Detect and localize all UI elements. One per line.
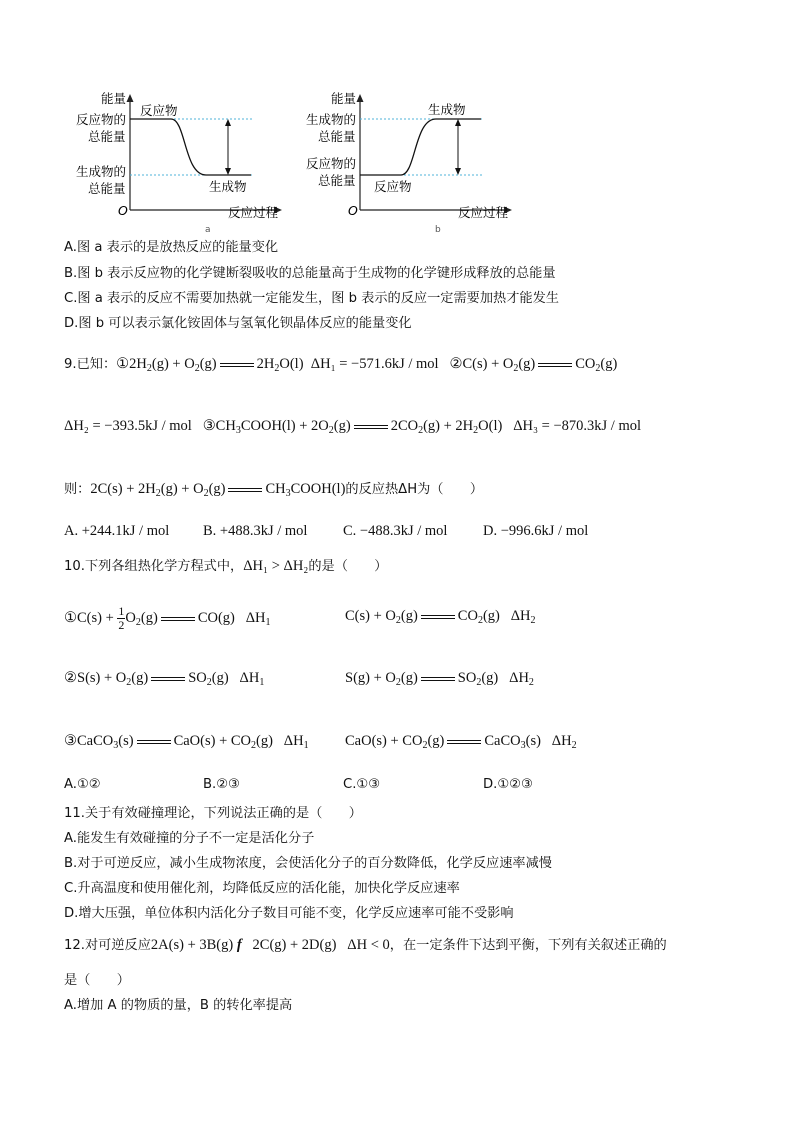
origin-label: O bbox=[118, 203, 128, 218]
high-curve-label: 反应物 bbox=[140, 103, 178, 118]
q9-dh2: ΔH₂ = −393.5kJ / mol bbox=[64, 418, 192, 434]
energy-diagram-b bbox=[298, 86, 528, 232]
q10-stem-suffix: 的是（ ） bbox=[308, 559, 388, 574]
energy-curve bbox=[360, 119, 481, 175]
q10-option-c: C.①③ bbox=[343, 777, 381, 792]
low-curve-label: 反应物 bbox=[374, 179, 412, 194]
q10-pair1-left: ①C(s) + $\frac{1}{2}$ $O_2(g)$ CO(g) $\Delta H_1$ bbox=[64, 604, 271, 632]
lower-label-line1: 生成物的 bbox=[76, 164, 127, 179]
q8-option-b: B.图 b 表示反应物的化学键断裂吸收的总能量高于生成物的化学键形成释放的总能量 bbox=[64, 266, 556, 281]
q9-target-eq: $2C(s) + 2H_2(g) + O_2(g)$ $CH_3COOH(l)$ bbox=[90, 481, 346, 499]
q9-ask-suffix: 的反应热ΔH为（ ） bbox=[345, 482, 484, 497]
q8-option-a: A.图 a 表示的是放热反应的能量变化 bbox=[64, 240, 279, 255]
upper-label-line2: 总能量 bbox=[88, 129, 126, 144]
q10-pair3-left: ③CaCO$_3$(s) $CaO(s) + CO_2(g)$ $\Delta H_1$ bbox=[64, 733, 309, 751]
q9-option-a: A. +244.1kJ / mol bbox=[64, 523, 170, 539]
q9-option-c: C. −488.3kJ / mol bbox=[343, 523, 448, 539]
q11-option-c: C.升高温度和使用催化剂，均降低反应的活化能，加快化学反应速率 bbox=[64, 881, 460, 896]
q11-option-b: B.对于可逆反应，减小生成物浓度，会使活化分子的百分数降低，化学反应速率减慢 bbox=[64, 856, 552, 871]
energy-curve bbox=[130, 119, 251, 175]
y-axis-label: 能量 bbox=[101, 91, 127, 106]
q11-stem: 11.关于有效碰撞理论，下列说法正确的是（ ） bbox=[64, 806, 362, 821]
q10-condition: ΔH₁ > ΔH₂ bbox=[243, 558, 309, 574]
x-axis-label: 反应过程 bbox=[458, 205, 509, 220]
q9-eq3: $③CH_3COOH(l) + 2O_2(g) 2CO_2(g) + 2H_2O(l)$ bbox=[191, 418, 514, 436]
q12-stem bbox=[64, 934, 667, 954]
lower-label-line2: 总能量 bbox=[88, 181, 126, 196]
q9-eq2: ②C(s) + $O_2(g)$ $CO_2(g)$ bbox=[438, 356, 618, 374]
upper-label-line1: 反应物的 bbox=[76, 112, 127, 127]
q10-stem-prefix: 10.下列各组热化学方程式中， bbox=[64, 559, 244, 574]
q10-pair2-right: $S(g) + O_2(g)$ $SO_2(g)$ $\Delta H_2$ bbox=[345, 670, 534, 688]
q9-line2 bbox=[64, 415, 641, 435]
q12-stem-line2: 是（ ） bbox=[64, 973, 130, 988]
q10-pair3-right: $CaO(s) + CO_2(g)$ CaCO$_3$(s) $\Delta H_2$ bbox=[345, 733, 577, 751]
q10-option-a: A.①② bbox=[64, 777, 101, 792]
q10-pair1-right: $C(s) + O_2(g)$ $CO_2(g)$ $\Delta H_2$ bbox=[345, 608, 536, 626]
q9-ask-prefix: 则： bbox=[64, 482, 91, 497]
diagram-caption: b bbox=[435, 225, 441, 232]
q9-line1 bbox=[64, 353, 617, 373]
lower-label-line1: 反应物的 bbox=[306, 156, 357, 171]
q8-option-d: D.图 b 可以表示氯化铵固体与氢氧化钡晶体反应的能量变化 bbox=[64, 316, 412, 331]
y-axis-arrow-icon bbox=[127, 94, 134, 102]
diagram-caption: a bbox=[205, 225, 211, 232]
arrow-up-icon bbox=[455, 119, 461, 126]
q12-reaction: 2A(s) + 3B(g) f 2C(g) + 2D(g) ΔH < 0 bbox=[150, 937, 390, 953]
low-curve-label: 生成物 bbox=[209, 179, 247, 194]
q9-eq1: $①2H_2(g) + O_2(g)$ $2H_2O(l)$ bbox=[116, 356, 311, 374]
energy-diagram-a bbox=[68, 86, 298, 232]
q10-pair2-left: ②S(s) + $O_2(g)$ $SO_2(g)$ $\Delta H_1$ bbox=[64, 670, 265, 688]
arrow-up-icon bbox=[225, 119, 231, 126]
q9-prefix: 9.已知： bbox=[64, 357, 117, 372]
arrow-down-icon bbox=[225, 168, 231, 175]
origin-label: O bbox=[348, 203, 358, 218]
y-axis-label: 能量 bbox=[331, 91, 357, 106]
q9-option-d: D. −996.6kJ / mol bbox=[483, 523, 589, 539]
lower-label-line2: 总能量 bbox=[318, 173, 356, 188]
q9-option-b: B. +488.3kJ / mol bbox=[203, 523, 308, 539]
q8-option-c: C.图 a 表示的反应不需要加热就一定能发生，图 b 表示的反应一定需要加热才能发生 bbox=[64, 291, 559, 306]
q12-suffix: ，在一定条件下达到平衡，下列有关叙述正确的 bbox=[389, 938, 667, 953]
upper-label-line1: 生成物的 bbox=[306, 112, 357, 127]
x-axis-label: 反应过程 bbox=[228, 205, 279, 220]
q10-option-b: B.②③ bbox=[203, 777, 240, 792]
high-curve-label: 生成物 bbox=[428, 102, 466, 117]
q10-stem bbox=[64, 555, 388, 575]
q9-dh3: ΔH₃ = −870.3kJ / mol bbox=[513, 418, 642, 434]
y-axis-arrow-icon bbox=[357, 94, 364, 102]
q11-option-d: D.增大压强，单位体积内活化分子数目可能不变，化学反应速率可能不受影响 bbox=[64, 906, 514, 921]
q9-dh1: ΔH₁ = −571.6kJ / mol bbox=[310, 356, 439, 372]
arrow-down-icon bbox=[455, 168, 461, 175]
q12-option-a: A.增加 A 的物质的量，B 的转化率提高 bbox=[64, 998, 293, 1013]
q10-option-d: D.①②③ bbox=[483, 777, 533, 792]
q11-option-a: A.能发生有效碰撞的分子不一定是活化分子 bbox=[64, 831, 315, 846]
upper-label-line2: 总能量 bbox=[318, 129, 356, 144]
q12-prefix: 12.对可逆反应 bbox=[64, 938, 151, 953]
q9-question bbox=[64, 478, 483, 498]
